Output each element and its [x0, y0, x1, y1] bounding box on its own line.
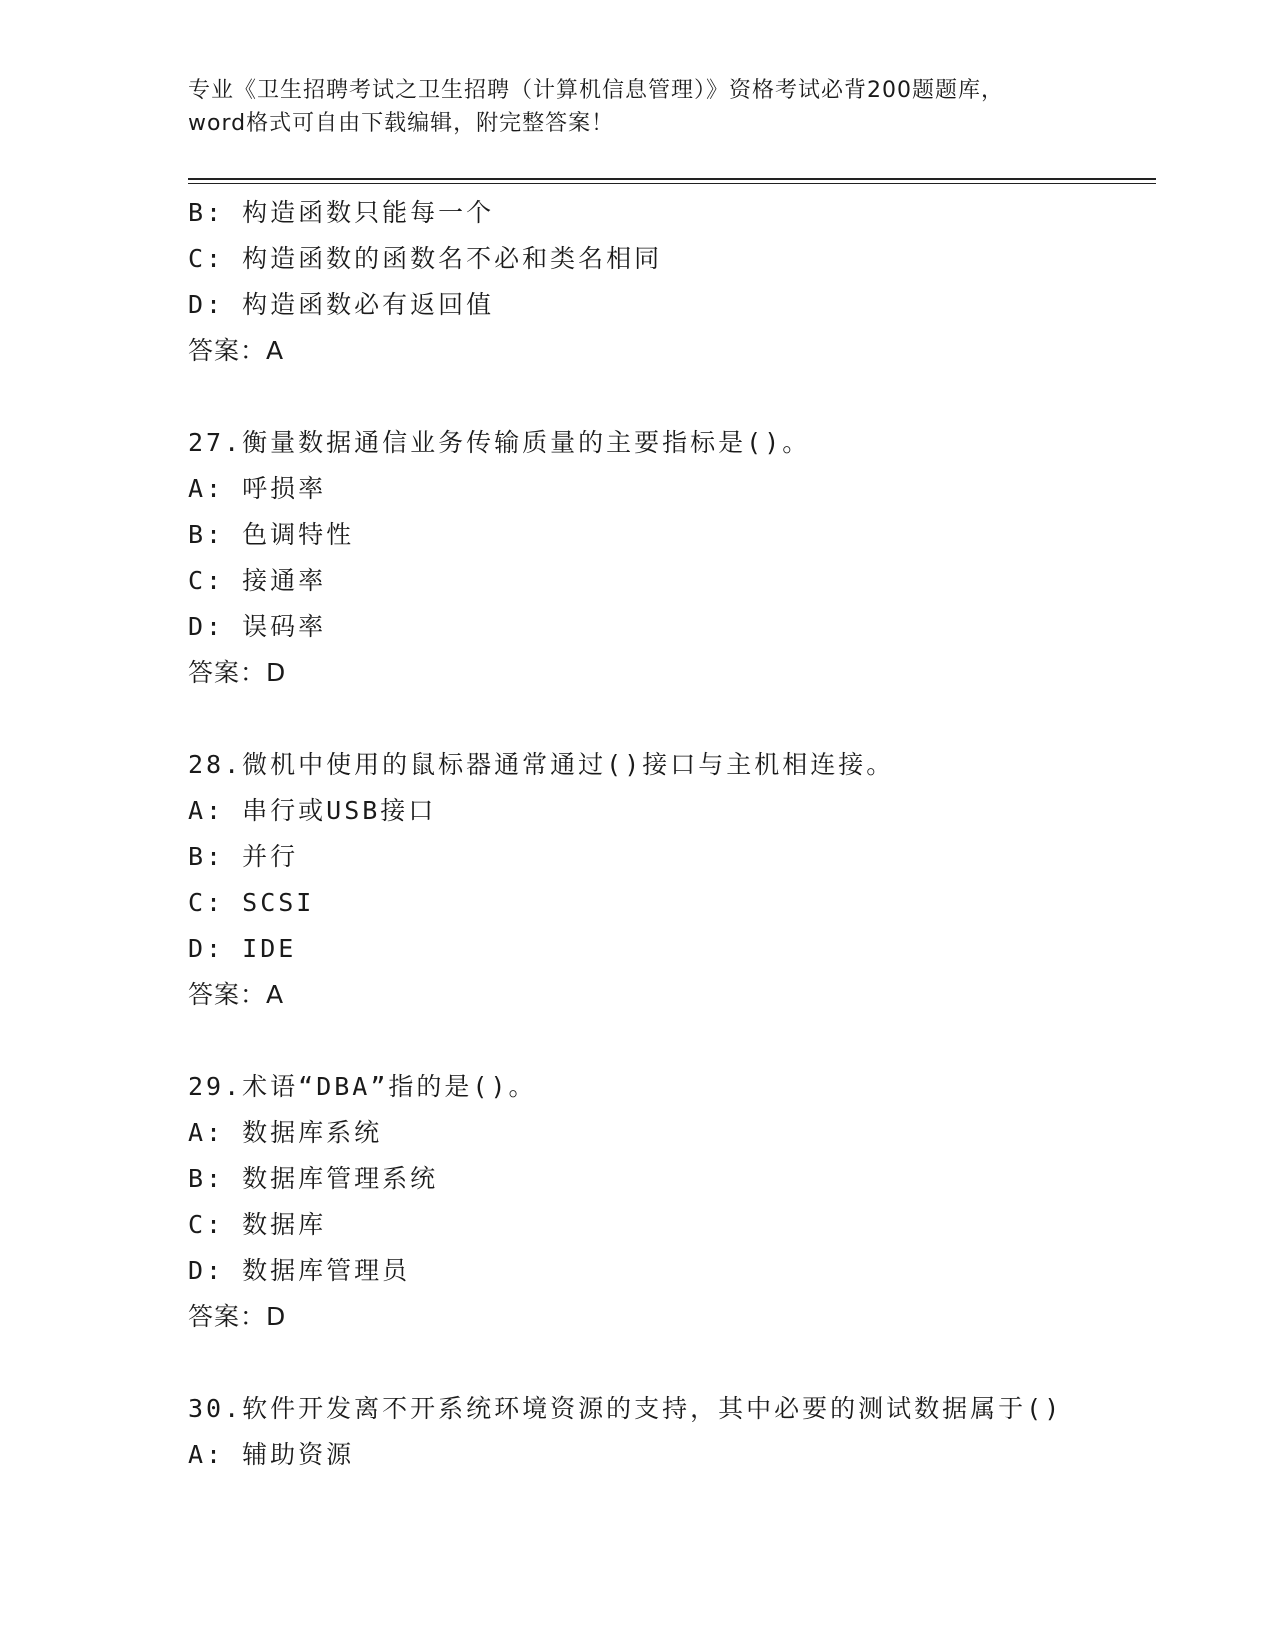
- option-c: C: 接通率: [188, 566, 327, 595]
- question-title: 30.软件开发离不开系统环境资源的支持，其中必要的测试数据属于(): [188, 1394, 1063, 1423]
- option-c: C: 数据库: [188, 1210, 327, 1239]
- header-line-2: word格式可自由下载编辑，附完整答案！: [188, 111, 615, 136]
- question-block: [188, 420, 1156, 696]
- answer-line: 答案：D: [188, 1302, 287, 1331]
- option-a: A: 辅助资源: [188, 1440, 355, 1469]
- option-c: C: 构造函数的函数名不必和类名相同: [188, 244, 663, 273]
- option-b: B: 数据库管理系统: [188, 1164, 439, 1193]
- question-block: [188, 1386, 1156, 1478]
- option-b: B: 并行: [188, 842, 299, 871]
- option-d: D: 构造函数必有返回值: [188, 290, 495, 319]
- question-block: [188, 190, 1156, 374]
- question-list: [188, 190, 1156, 1478]
- option-d: D: 误码率: [188, 612, 327, 641]
- header-divider: [188, 178, 1156, 180]
- question-block: [188, 1064, 1156, 1340]
- option-c: C: SCSI: [188, 888, 315, 917]
- question-title: 29.术语“DBA”指的是()。: [188, 1072, 537, 1101]
- header-line-1: 专业《卫生招聘考试之卫生招聘（计算机信息管理）》资格考试必背200题题库，: [188, 78, 1004, 103]
- option-a: A: 呼损率: [188, 474, 327, 503]
- answer-line: 答案：A: [188, 980, 285, 1009]
- question-title: 27.衡量数据通信业务传输质量的主要指标是()。: [188, 428, 811, 457]
- answer-line: 答案：A: [188, 336, 285, 365]
- document-header: [188, 74, 1088, 140]
- option-a: A: 串行或USB接口: [188, 796, 437, 825]
- option-d: D: IDE: [188, 934, 297, 963]
- answer-line: 答案：D: [188, 658, 287, 687]
- option-a: A: 数据库系统: [188, 1118, 383, 1147]
- question-block: [188, 742, 1156, 1018]
- option-b: B: 色调特性: [188, 520, 355, 549]
- option-d: D: 数据库管理员: [188, 1256, 411, 1285]
- question-title: 28.微机中使用的鼠标器通常通过()接口与主机相连接。: [188, 750, 895, 779]
- option-b: B: 构造函数只能每一个: [188, 198, 495, 227]
- header-divider-thin: [188, 183, 1156, 184]
